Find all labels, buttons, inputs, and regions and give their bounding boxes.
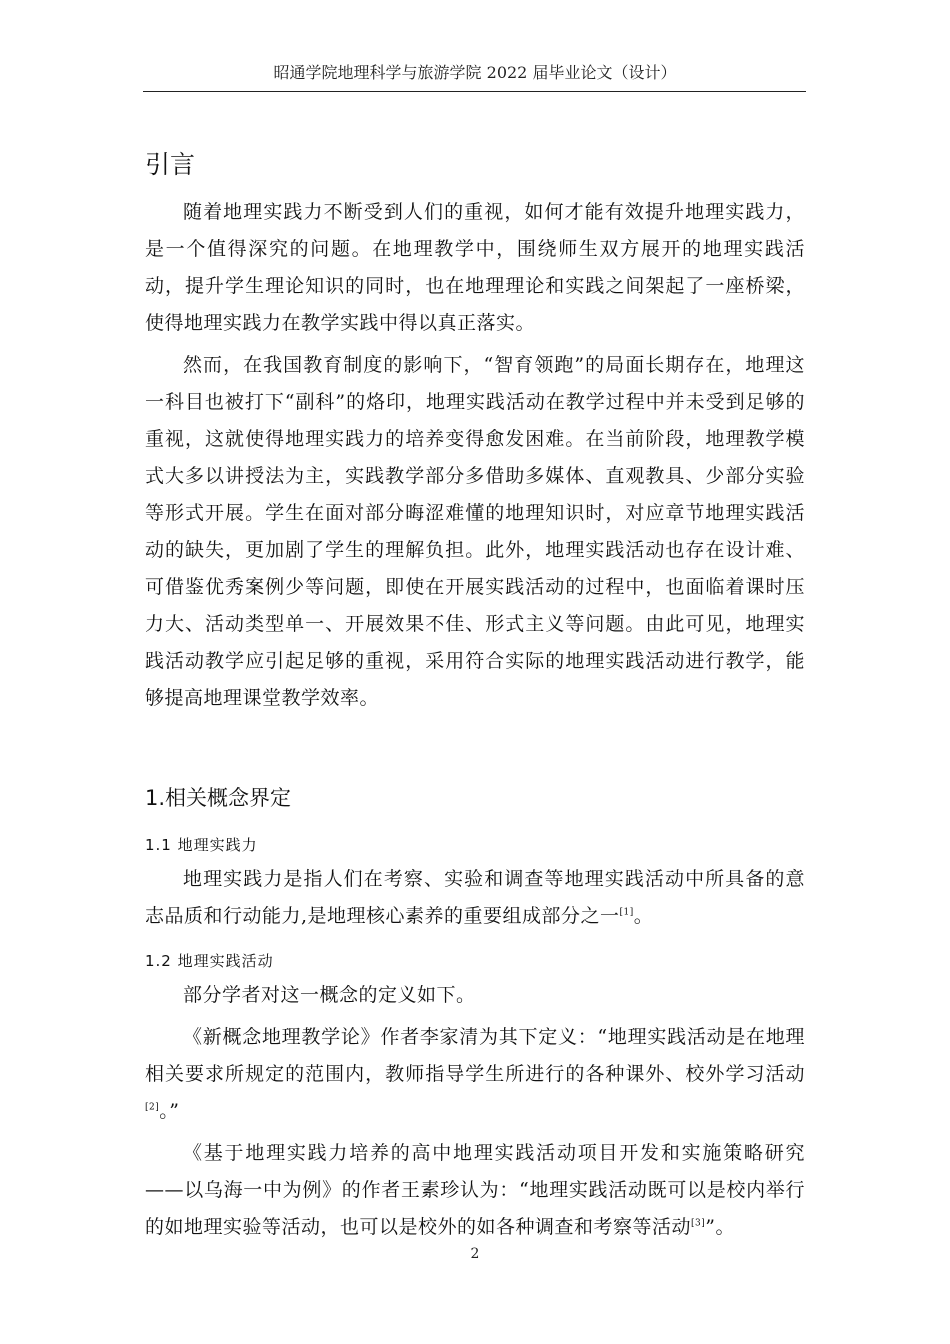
- page-number: 2: [470, 1246, 480, 1262]
- intro-paragraph-2: 然而，在我国教育制度的影响下，“智育领跑”的局面长期存在，地理这一科目也被打下“副科”的烙印，地理实践活动在教学过程中并未受到足够的重视，这就使得地理实践力的培养变得愈发困难。在当前阶段，地理教学模式大多以讲授法为主，实践教学部分多借助多媒体、直观教具、少部分实验等形式开展。学生在面对部分晦涩难懂的地理知识时，对应章节地理实践活动的缺失，更加剧了学生的理解负担。此外，地理实践活动也存在设计难、可借鉴优秀案例少等问题，即使在开展实践活动的过程中，也面临着课时压力大、活动类型单一、开展效果不佳、形式主义等问题。由此可见，地理实践活动教学应引起足够的重视，采用符合实际的地理实践活动进行教学，能够提高地理课堂教学效率。: [145, 354, 805, 709]
- paragraph-end: ”。: [705, 1216, 735, 1238]
- paragraph-text: 《新概念地理教学论》作者李家清为其下定义：“地理实践活动是在地理相关要求所规定的范围内，教师指导学生所进行的各种课外、校外学习活动: [145, 1026, 805, 1085]
- paragraph-end: 。”: [159, 1100, 180, 1122]
- page-header: 昭通学院地理科学与旅游学院 2022 届毕业论文（设计）: [273, 63, 677, 82]
- section-1-1-paragraph: [145, 861, 805, 935]
- paragraph-end: 。: [633, 905, 654, 927]
- paragraph-text: 《基于地理实践力培养的高中地理实践活动项目开发和实施策略研究——以乌海一中为例》的作者王素珍认为：“地理实践活动既可以是校内举行的如地理实验等活动，也可以是校外的如各种调查和考察等活动: [145, 1142, 805, 1238]
- intro-heading: 引言: [145, 150, 196, 179]
- section-1-2-heading: 1.2 地理实践活动: [145, 952, 274, 970]
- intro-paragraph-1: 随着地理实践力不断受到人们的重视，如何才能有效提升地理实践力，是一个值得深究的问题。在地理教学中，围绕师生双方展开的地理实践活动，提升学生理论知识的同时，也在地理理论和实践之间架起了一座桥梁，使得地理实践力在教学实践中得以真正落实。: [145, 201, 805, 334]
- citation-ref: [3]: [691, 1218, 706, 1229]
- section-1-2-paragraph-3: [145, 1135, 805, 1246]
- section-1-2-paragraph-2: [145, 1019, 805, 1130]
- citation-ref: [2]: [145, 1102, 160, 1113]
- citation-ref: [1]: [619, 907, 634, 918]
- section-1-heading: 1.相关概念界定: [145, 786, 292, 810]
- section-1-1-heading: 1.1 地理实践力: [145, 836, 258, 854]
- header-divider: [143, 91, 806, 92]
- section-1-2-paragraph-1: 部分学者对这一概念的定义如下。: [183, 984, 476, 1006]
- document-body: [145, 148, 805, 1251]
- paragraph-text: 地理实践力是指人们在考察、实验和调查等地理实践活动中所具备的意志品质和行动能力,是地理核心素养的重要组成部分之一: [145, 868, 805, 927]
